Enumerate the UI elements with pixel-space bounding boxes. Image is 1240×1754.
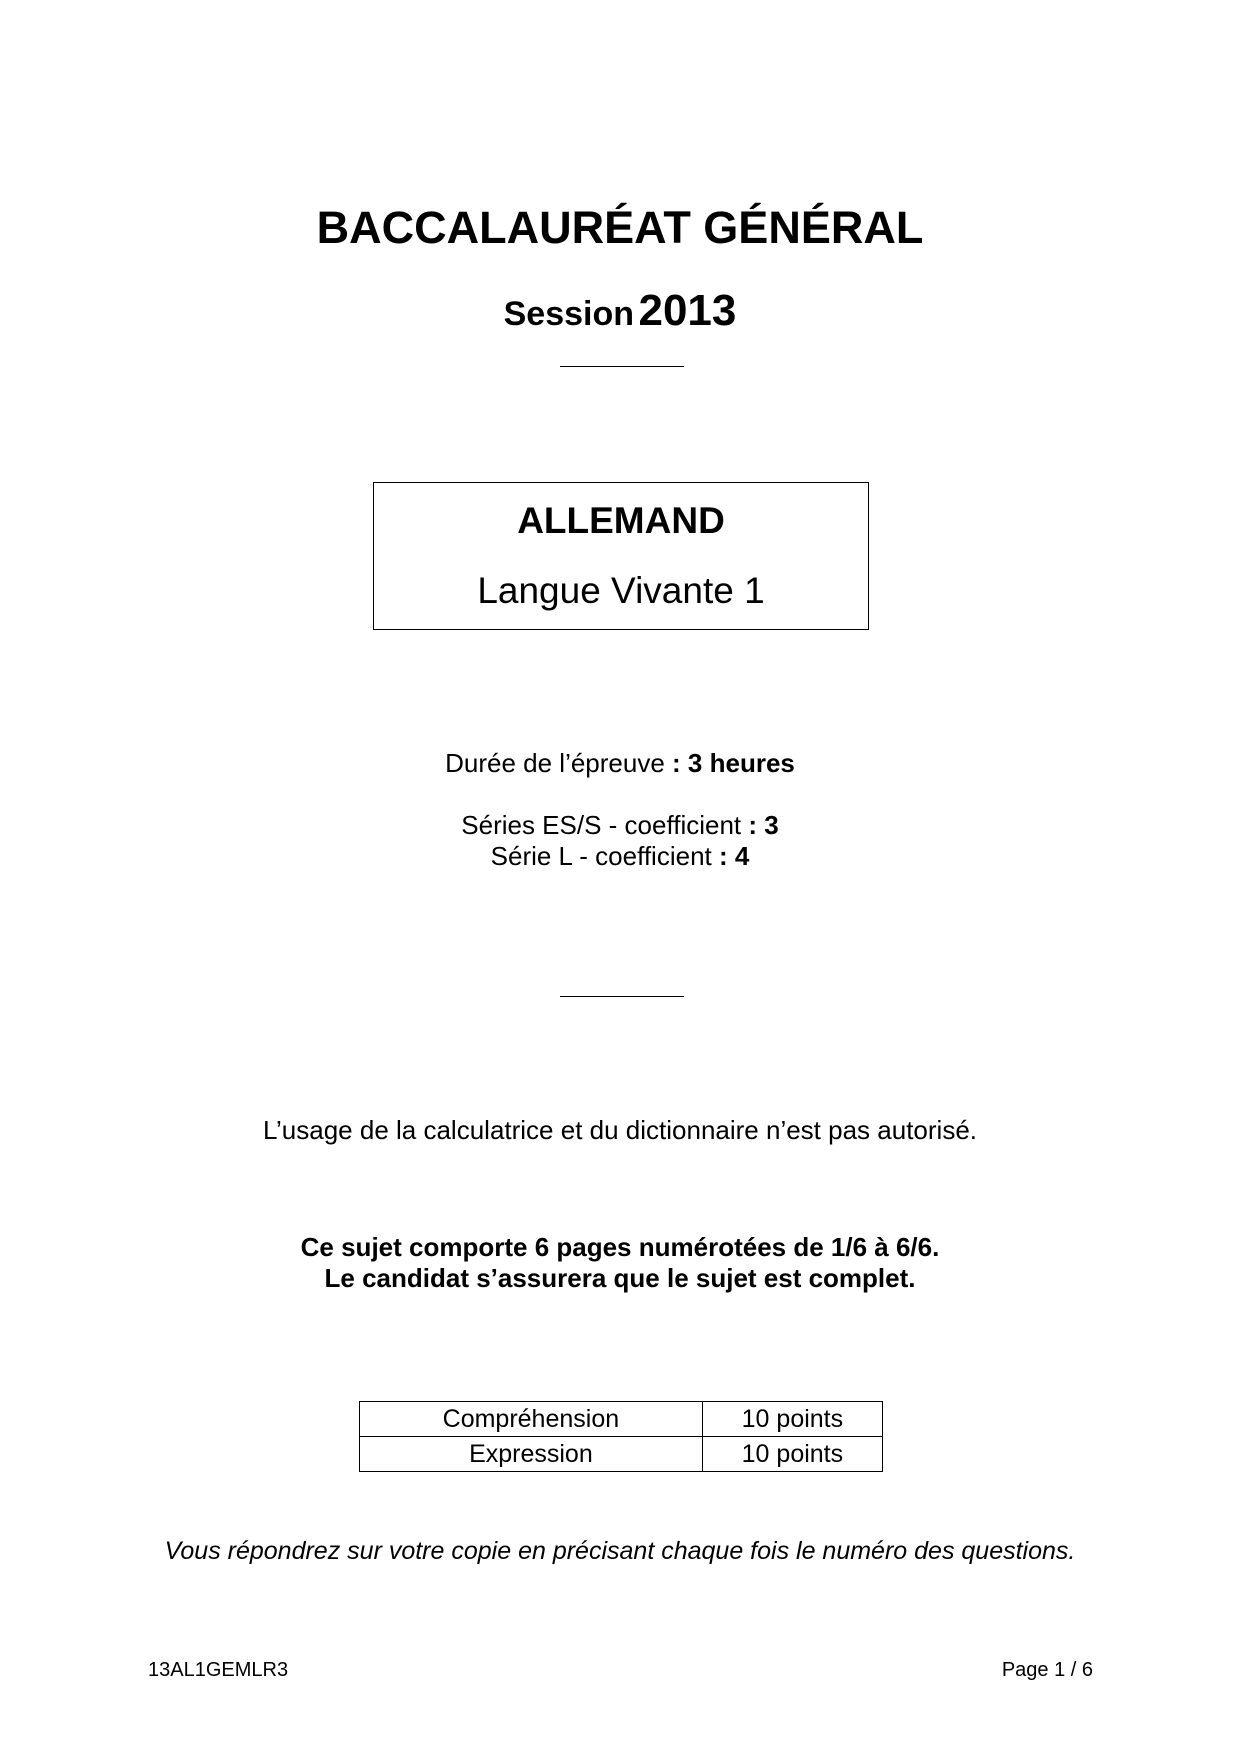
- instruction-note: Vous répondrez sur votre copie en précisant chaque fois le numéro des questions.: [164, 1537, 1076, 1565]
- coefficient-label: Série L - coefficient: [490, 841, 712, 871]
- page-title: BACCALAURÉAT GÉNÉRAL: [316, 202, 924, 253]
- pages-note-line: Ce sujet comporte 6 pages numérotées de 1/6 à 6/6.: [300, 1232, 940, 1262]
- duration-label: Durée de l’épreuve: [445, 748, 665, 778]
- session-year: 2013: [638, 286, 737, 335]
- footer-page-number: Page 1 / 6: [1001, 1659, 1093, 1681]
- table-cell-points: 10 points: [702, 1437, 882, 1472]
- session-line: [0, 284, 1240, 348]
- divider-top: [560, 366, 684, 367]
- points-table: [359, 1401, 883, 1472]
- pages-note: [0, 1232, 1240, 1294]
- table-row: [360, 1437, 883, 1472]
- duration-value: : 3 heures: [672, 748, 795, 778]
- calculator-note: L’usage de la calculatrice et du dictionnaire n’est pas autorisé.: [263, 1115, 977, 1145]
- table-row: [360, 1402, 883, 1437]
- exam-duration: [0, 748, 1240, 779]
- table-cell-points: 10 points: [702, 1402, 882, 1437]
- coefficient-value: : 3: [748, 810, 779, 840]
- footer-subject-code: 13AL1GEMLR3: [148, 1659, 289, 1681]
- table-cell-part: Compréhension: [360, 1402, 703, 1437]
- coefficient-value: : 4: [719, 841, 750, 871]
- session-label: Session: [503, 295, 635, 333]
- coefficient-label: Séries ES/S - coefficient: [461, 810, 742, 840]
- divider-middle: [560, 996, 684, 997]
- table-cell-part: Expression: [360, 1437, 703, 1472]
- pages-note-line: Le candidat s’assurera que le sujet est complet.: [324, 1263, 916, 1293]
- coefficient-es-s: [0, 810, 1240, 841]
- coefficient-l: [0, 841, 1240, 872]
- subject-name: ALLEMAND: [517, 500, 725, 541]
- subject-box: [373, 482, 869, 630]
- subject-level: Langue Vivante 1: [477, 570, 765, 611]
